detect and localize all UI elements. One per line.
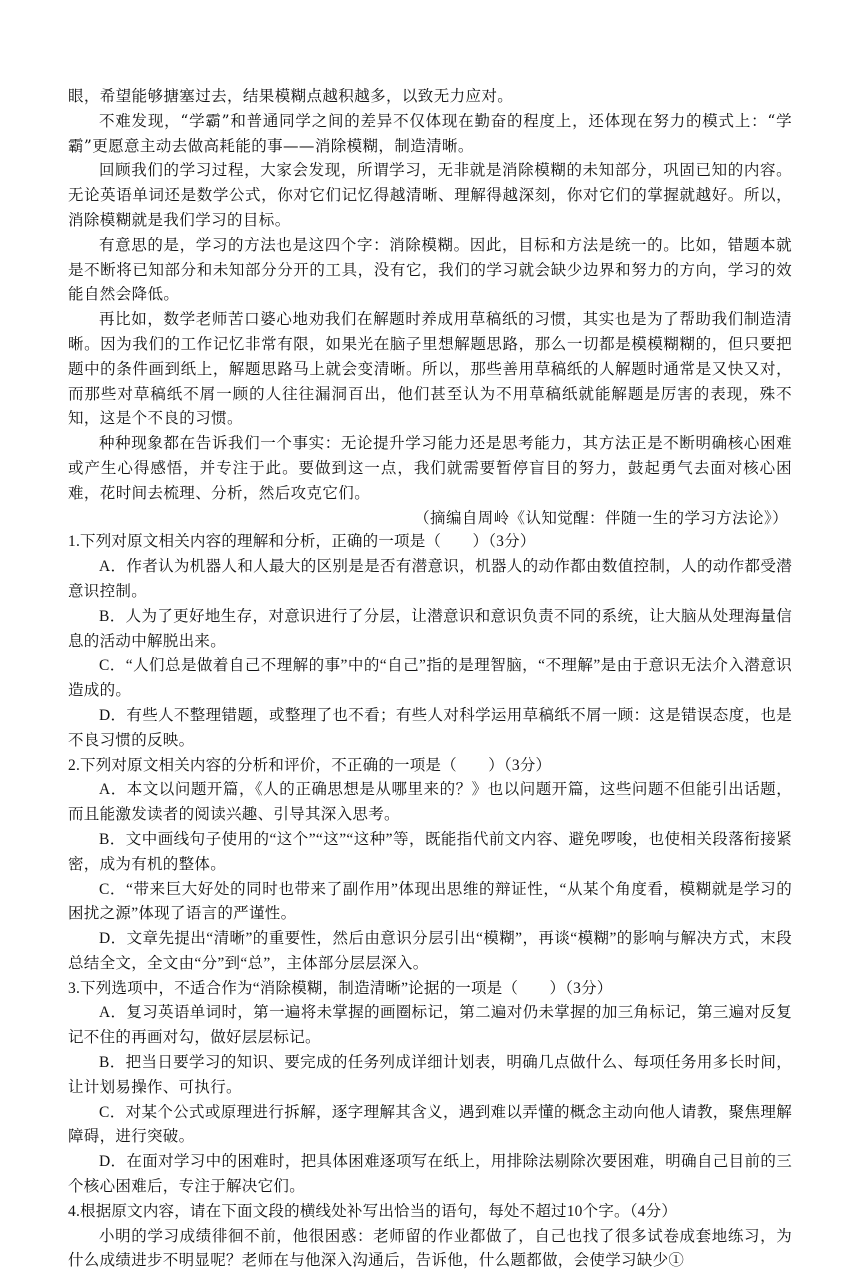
passage-paragraph-4: 有意思的是，学习的方法也是这四个字：消除模糊。因此，目标和方法是统一的。比如，错题本就是不断将已知部分和未知部分分开的工具，没有它，我们的学习就会缺少边界和努力的方向，学习的效能自然会降低。 [68, 235, 792, 304]
passage-paragraph-3: 回顾我们的学习过程，大家会发现，所谓学习，无非就是消除模糊的未知部分，巩固已知的内容。无论英语单词还是数学公式，你对它们记忆得越清晰、理解得越深刻，你对它们的掌握就越好。所以，消除模糊就是我们学习的目标。 [68, 161, 792, 229]
question-1-stem: 1.下列对原文相关内容的理解和分析，正确的一项是（ ）（3分） [68, 533, 536, 551]
question-1-option-a: A．作者认为机器人和人最大的区别是是否有潜意识，机器人的动作都由数值控制，人的动作都受潜意识控制。 [68, 558, 792, 600]
question-2 [68, 754, 792, 977]
question-3-option-a: A．复习英语单词时，第一遍将未掌握的画圈标记，第二遍对仍未掌握的加三角标记，第三遍对反复记不住的再画对勾，做好层层标记。 [68, 1004, 792, 1047]
passage-paragraph-1: 眼，希望能够搪塞过去，结果模糊点越积越多，以致无力应对。 [68, 87, 514, 105]
question-1-option-d: D．有些人不整理错题，或整理了也不看；有些人对科学运用草稿纸不屑一顾：这是错误态度，也是不良习惯的反映。 [68, 706, 792, 749]
question-3-option-d: D．在面对学习中的困难时，把具体困难逐项写在纸上，用排除法剔除次要困难，明确自己目前的三个核心困难后，专注于解决它们。 [68, 1153, 792, 1196]
question-2-option-c: C．“带来巨大好处的同时也带来了副作用”体现出思维的辩证性，“从某个角度看，模糊就是学习的困扰之源”体现了语言的严谨性。 [68, 880, 792, 923]
question-1-option-c: C．“人们总是做着自己不理解的事”中的“自己”指的是理智脑，“不理解”是由于意识无法介入潜意识造成的。 [68, 657, 792, 700]
passage-source: （摘编自周岭《认知觉醒：伴随一生的学习方法论》） [414, 508, 788, 527]
passage-paragraph-2: 不难发现，“学霸”和普通同学之间的差异不仅体现在勤奋的程度上，还体现在努力的模式上：“学霸”更愿意主动去做高耗能的事——消除模糊，制造清晰。 [68, 111, 792, 155]
passage-paragraph-5: 再比如，数学老师苦口婆心地劝我们在解题时养成用草稿纸的习惯，其实也是为了帮助我们制造清晰。因为我们的工作记忆非常有限，如果光在脑子里想解题思路，那么一切都是模模糊糊的，但只要把题中的条件画到纸上，解题思路马上就会变清晰。所以，那些善用草稿纸的人解题时通常是又快又对，而那些对草稿纸不屑一顾的人往往漏洞百出，他们甚至认为不用草稿纸就能解题是厉害的表现，殊不知，这是个不良的习惯。 [68, 310, 792, 428]
question-2-option-b: B．文中画线句子使用的“这个”“这”“这种”等，既能指代前文内容、避免啰唆，也使相关段落衔接紧密，成为有机的整体。 [68, 830, 792, 873]
question-3-stem: 3.下列选项中，不适合作为“消除模糊，制造清晰”论据的一项是（ ）（3分） [68, 979, 613, 997]
question-4 [68, 1200, 792, 1274]
question-3-option-c: C．对某个公式或原理进行拆解，逐字理解其含义，遇到难以弄懂的概念主动向他人请教，聚焦理解障碍，进行突破。 [68, 1103, 792, 1146]
question-4-body: 小明的学习成绩徘徊不前，他很困惑：老师留的作业都做了，自己也找了很多试卷成套地练习，为什么成绩进步不明显呢？老师在与他深入沟通后，告诉他，什么题都做，会使学习缺少① [68, 1227, 792, 1270]
question-1-option-b: B．人为了更好地生存，对意识进行了分层，让潜意识和意识负责不同的系统，让大脑从处理海量信息的活动中解脱出来。 [68, 607, 792, 650]
question-2-stem: 2.下列对原文相关内容的分析和评价，不正确的一项是（ ）（3分） [68, 756, 552, 774]
question-2-option-a: A．本文以问题开篇，《人的正确思想是从哪里来的？》也以问题开篇，这些问题不但能引出话题，而且能激发读者的阅读兴趣、引导其深入思考。 [68, 781, 792, 824]
question-3 [68, 977, 792, 1200]
passage-paragraph-6: 种种现象都在告诉我们一个事实：无论提升学习能力还是思考能力，其方法正是不断明确核心困难或产生心得感悟，并专注于此。要做到这一点，我们就需要暂停盲目的努力，鼓起勇气去面对核心困难，花时间去梳理、分析，然后攻克它们。 [68, 434, 792, 502]
question-3-option-b: B．把当日要学习的知识、要完成的任务列成详细计划表，明确几点做什么、每项任务用多长时间，让计划易操作、可执行。 [68, 1054, 792, 1096]
question-1 [68, 530, 792, 753]
question-4-stem: 4.根据原文内容，请在下面文段的横线处补写出恰当的语句，每处不超过10个字。（4分） [68, 1202, 678, 1220]
question-2-option-d: D．文章先提出“清晰”的重要性，然后由意识分层引出“模糊”，再谈“模糊”的影响与解决方式，末段总结全文，全文由“分”到“总”，主体部分层层深入。 [68, 930, 792, 972]
